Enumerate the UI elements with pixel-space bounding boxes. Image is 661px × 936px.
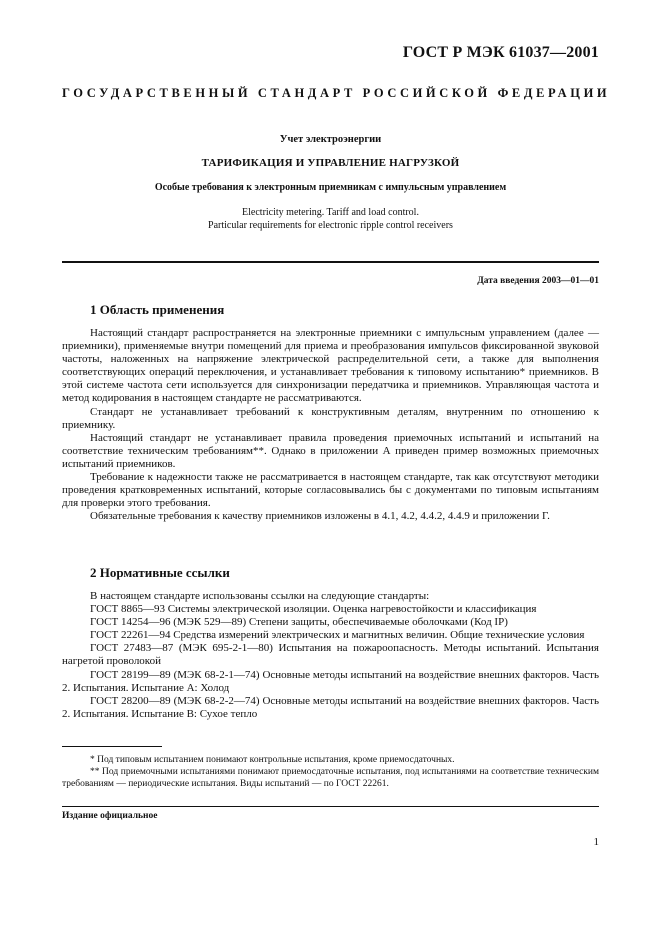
footnote: * Под типовым испытанием понимают контрольные испытания, кроме приемосдаточных. xyxy=(90,755,455,765)
paragraph: В настоящем стандарте использованы ссылки на следующие стандарты: xyxy=(90,590,430,602)
section-1-heading: 1 Область применения xyxy=(90,302,225,317)
reference-item: ГОСТ 22261—94 Средства измерений электрических и магнитных величин. Общие технические условия xyxy=(90,629,585,642)
footnote: ** Под приемочными испытаниями понимают приемосдаточные испытания, под испытаниями на соответствие техническим требованиям — периодические испытания. Виды испытаний — по ГОСТ 22261. xyxy=(62,767,599,789)
document-code: ГОСТ Р МЭК 61037—2001 xyxy=(402,44,599,61)
section-2-body xyxy=(62,590,599,721)
edition-divider xyxy=(62,806,599,807)
introduction-date: Дата введения 2003—01—01 xyxy=(477,276,599,286)
paragraph: Требование к надежности также не рассматривается в настоящем стандарте, так как отсутствуют методики проведения кратковременных испытаний, которые согласовывались бы с документами по типовым испытаниям для проверки этого требования. xyxy=(62,471,599,510)
main-title: ТАРИФИКАЦИЯ И УПРАВЛЕНИЕ НАГРУЗКОЙ xyxy=(201,157,460,169)
english-title-line-1: Electricity metering. Tariff and load control. xyxy=(242,207,419,218)
reference-item: ГОСТ 28200—89 (МЭК 68-2-2—74) Основные методы испытаний на воздействие внешних факторов. Часть 2. Испытания. Испытание В: Сухое тепло xyxy=(62,694,599,720)
footnote-divider xyxy=(62,746,162,747)
english-title-line-2: Particular requirements for electronic ripple control receivers xyxy=(208,220,453,231)
paragraph: Обязательные требования к качеству приемников изложены в 4.1, 4.2, 4.4.2, 4.4.9 и приложении Г. xyxy=(90,510,550,523)
reference-item: ГОСТ 8865—93 Системы электрической изоляции. Оценка нагревостойкости и классификация xyxy=(90,603,537,616)
official-edition-label: Издание официальное xyxy=(62,811,158,821)
title-divider xyxy=(62,261,599,263)
paragraph: Стандарт не устанавливает требований к конструктивным деталям, внутренним по отношению к приемнику. xyxy=(62,405,599,431)
reference-item: ГОСТ 28199—89 (МЭК 68-2-1—74) Основные методы испытаний на воздействие внешних факторов. Часть 2. Испытания. Испытание А: Холод xyxy=(62,668,599,694)
subtitle: Особые требования к электронным приемникам с импульсным управлением xyxy=(154,182,507,193)
section-2-heading: 2 Нормативные ссылки xyxy=(90,565,230,580)
section-1-body xyxy=(62,327,599,523)
reference-item: ГОСТ 27483—87 (МЭК 695-2-1—80) Испытания на пожароопасность. Методы испытаний. Испытания нагретой проволокой xyxy=(62,642,599,668)
footnotes xyxy=(62,754,599,790)
paragraph: Настоящий стандарт распространяется на электронные приемники с импульсным управлением (далее — приемники), применяемые внутри помещений для приема и преобразования импульсов фиксированной звуковой частоты, наложенных на напряжение электрической распределительной сети, а также для выполнения соответствующих операций переключения, и устанавливает требования к типовому испытанию* приемников. В этой системе частота сети используется для синхронизации передатчика и приемников. Управляющая частота и метод кодирования в настоящем стандарте не рассматриваются. xyxy=(62,327,599,405)
state-standard-title: ГОСУДАРСТВЕННЫЙ СТАНДАРТ РОССИЙСКОЙ ФЕДЕРАЦИИ xyxy=(62,86,611,100)
reference-item: ГОСТ 14254—96 (МЭК 529—89) Степени защиты, обеспечиваемые оболочками (Код IP) xyxy=(90,616,508,629)
category-title: Учет электроэнергии xyxy=(279,134,382,145)
paragraph: Настоящий стандарт не устанавливает правила проведения приемочных испытаний и испытаний на соответствие техническим требованиям**. Однако в приложении А приведен пример возможных приемочных испытаний приемников. xyxy=(62,431,599,470)
page-number: 1 xyxy=(593,836,599,848)
